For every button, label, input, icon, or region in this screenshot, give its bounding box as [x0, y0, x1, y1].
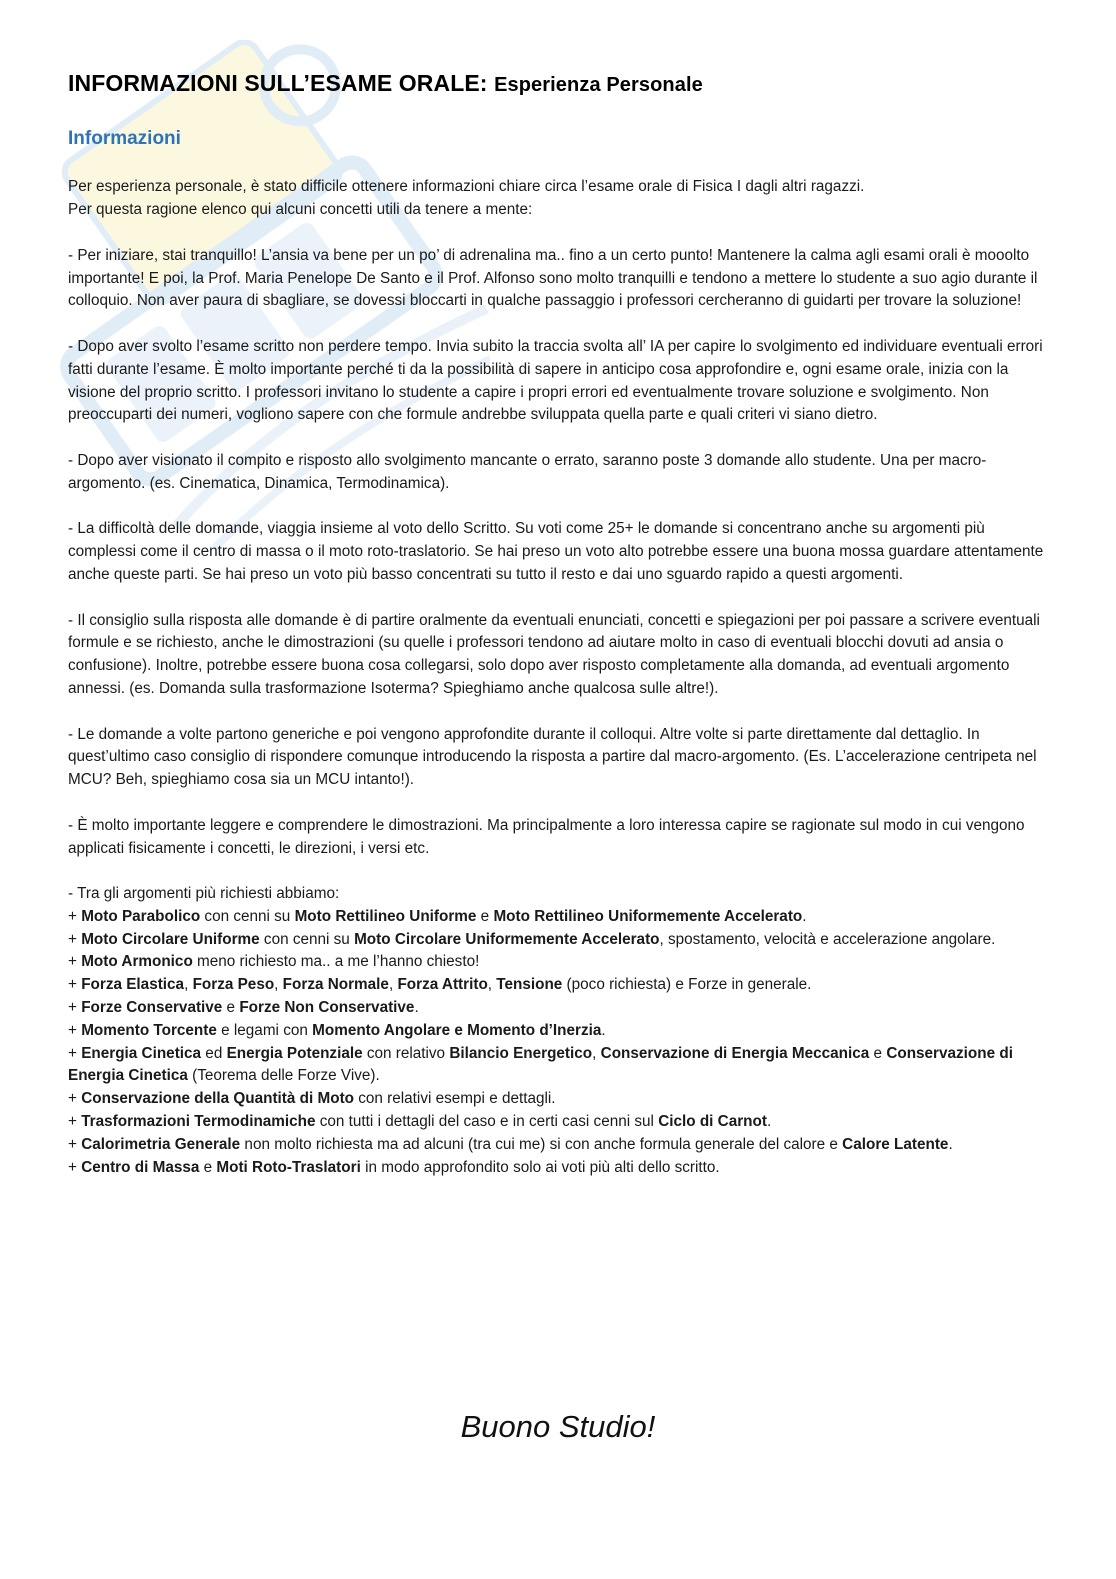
topic-term: Moto Rettilineo Uniformemente Accelerato: [493, 907, 803, 925]
topic-term: Momento Torcente: [81, 1021, 217, 1039]
topic-text: ed: [201, 1044, 227, 1062]
topic-text: meno richiesto ma.. a me l’hanno chiesto!: [192, 953, 480, 971]
topic-text: con cenni su: [200, 907, 295, 925]
paragraph: - Per iniziare, stai tranquillo! L’ansia va bene per un po’ di adrenalina ma.. fino a un certo punto! Mantenere la calma agli esami orali è mooolto importante! E poi, la Prof. Maria Penelope De Santo e il Prof. Alfonso sono molto tranquilli e tendono a mettere lo studente a suo agio durante il colloquio. Non aver paura di sbagliare, se dovessi bloccarti in qualche passaggio i professori cercheranno di guidarti per trovare la soluzione!: [68, 246, 1038, 310]
paragraph: - Le domande a volte partono generiche e poi vengono approfondite durante il colloqui. Altre volte si parte direttamente dal dettaglio. In quest’ultimo caso consiglio di rispondere comunque introducendo la risposta a partire dal macro-argomento. (Es. L’accelerazione centripeta nel MCU? Beh, spieghiamo cosa sia un MCU intanto!).: [68, 725, 1037, 789]
topic-text: +: [68, 976, 82, 994]
topic-term: Forza Normale: [282, 976, 389, 994]
topic-term: Calorimetria Generale: [81, 1135, 241, 1153]
topic-text: (poco richiesta) e Forze in generale.: [562, 976, 812, 994]
topic-text: e: [869, 1044, 887, 1062]
topic-text: +: [68, 907, 82, 925]
topic-item: [68, 1020, 1050, 1043]
topic-term: Forze Non Conservative: [239, 999, 415, 1017]
topic-item: [68, 1111, 1050, 1134]
topic-item: [68, 974, 1050, 997]
topic-item: [68, 1157, 1050, 1180]
topic-term: Forza Peso: [192, 976, 275, 994]
topic-item: [68, 1134, 1050, 1157]
title-main: INFORMAZIONI SULL’ESAME ORALE:: [68, 70, 488, 96]
topic-text: con cenni su: [259, 930, 355, 948]
topic-text: e legami con: [216, 1021, 313, 1039]
topic-text: .: [766, 1113, 772, 1131]
topic-term: Bilancio Energetico: [449, 1044, 593, 1062]
topic-text: +: [68, 999, 82, 1017]
topic-term: Energia Cinetica: [81, 1044, 202, 1062]
topic-term: Centro di Massa: [81, 1158, 200, 1176]
paragraph: - Dopo aver visionato il compito e risposto allo svolgimento mancante o errato, saranno poste 3 domande allo studente. Una per macro-argomento. (es. Cinematica, Dinamica, Termodinamica).: [68, 451, 987, 492]
topic-text: +: [68, 1113, 82, 1131]
topic-text: (Teorema delle Forze Vive).: [187, 1067, 380, 1085]
topic-term: Energia Potenziale: [226, 1044, 363, 1062]
topic-term: Conservazione di Energia Meccanica: [600, 1044, 870, 1062]
topic-term: Conservazione di Energia Cinetica: [68, 1044, 1013, 1085]
topic-term: Calore Latente: [842, 1135, 949, 1153]
topic-text: +: [68, 1135, 82, 1153]
topic-text: con relativo: [362, 1044, 450, 1062]
topic-item: [68, 929, 1050, 952]
topic-item: [68, 951, 1050, 974]
topic-item: [68, 906, 1050, 929]
topic-text: e: [199, 1158, 217, 1176]
topics-intro: - Tra gli argomenti più richiesti abbiamo:: [68, 885, 340, 903]
topic-text: +: [68, 1021, 82, 1039]
topic-text: ,: [184, 976, 193, 994]
topic-item: [68, 1043, 1050, 1089]
topic-text: e: [222, 999, 240, 1017]
title-subtitle: Esperienza Personale: [494, 74, 703, 96]
topic-text: con relativi esempi e dettagli.: [354, 1090, 556, 1108]
document: [68, 70, 1050, 1179]
topic-term: Forze Conservative: [81, 999, 223, 1017]
document-body: [68, 176, 1050, 1179]
topic-term: Momento Angolare e Momento d’Inerzia: [312, 1021, 602, 1039]
topic-text: +: [68, 953, 82, 971]
topic-text: .: [948, 1135, 953, 1153]
topic-text: ,: [592, 1044, 601, 1062]
paragraph: - La difficoltà delle domande, viaggia insieme al voto dello Scritto. Su voti come 25+ le domande si concentrano anche su argomenti più complessi come il centro di massa o il moto roto-traslatorio. Se hai preso un voto alto potrebbe essere una buona mossa guardare attentamente anche queste parti. Se hai preso un voto più basso concentrati su tutto il resto e dai uno sguardo rapido a questi argomenti.: [68, 520, 1044, 583]
paragraph: - È molto importante leggere e comprendere le dimostrazioni. Ma principalmente a loro interessa capire se ragionate sul modo in cui vengono applicati fisicamente i concetti, le direzioni, i versi etc.: [68, 816, 1025, 857]
topic-term: Trasformazioni Termodinamiche: [81, 1113, 316, 1131]
topic-text: .: [802, 907, 807, 925]
topic-term: Conservazione della Quantità di Moto: [81, 1090, 355, 1108]
topic-term: Moti Roto-Traslatori: [216, 1158, 361, 1176]
topic-text: con tutti i dettagli del caso e in certi casi cenni sul: [315, 1113, 659, 1131]
intro-line-2: Per questa ragione elenco qui alcuni concetti utili da tenere a mente:: [68, 201, 533, 219]
topic-text: .: [601, 1021, 606, 1039]
topic-text: ,: [274, 976, 283, 994]
topic-text: +: [68, 1158, 82, 1176]
paragraph: - Il consiglio sulla risposta alle domande è di partire oralmente da eventuali enunciati, concetti e spiegazioni per poi passare a scrivere eventuali formule e se richiesto, anche le dimostrazioni (su quelle i professori tendono ad aiutare molto in caso di eventuali blocchi dovuti ad ansia o confusione). Inoltre, potrebbe essere buona cosa collegarsi, solo dopo aver risposto completamente alla domanda, ad eventuali argomento annessi. (es. Domanda sulla trasformazione Isoterma? Spieghiamo anche qualcosa sulle altre!).: [68, 611, 1040, 697]
topic-text: , spostamento, velocità e accelerazione angolare.: [659, 930, 996, 948]
topic-item: [68, 997, 1050, 1020]
topic-text: ,: [487, 976, 497, 994]
topic-text: e: [476, 907, 494, 925]
section-heading: Informazioni: [68, 127, 181, 149]
topic-text: .: [414, 999, 419, 1017]
topic-text: +: [68, 1090, 82, 1108]
topic-text: +: [68, 1044, 82, 1062]
closing-text: Buono Studio!: [460, 1409, 656, 1444]
topic-text: ,: [388, 976, 398, 994]
topic-term: Forza Elastica: [81, 976, 185, 994]
topic-text: in modo approfondito solo ai voti più alti dello scritto.: [360, 1158, 720, 1176]
topic-term: Moto Circolare Uniforme: [81, 930, 260, 948]
topic-term: Forza Attrito: [397, 976, 488, 994]
topic-term: Ciclo di Carnot: [658, 1113, 767, 1131]
topic-item: [68, 1088, 1050, 1111]
topic-term: Moto Armonico: [81, 953, 193, 971]
topic-term: Moto Rettilineo Uniforme: [294, 907, 477, 925]
intro-line-1: Per esperienza personale, è stato difficile ottenere informazioni chiare circa l’esame orale di Fisica I dagli altri ragazzi.: [68, 178, 865, 196]
document-title: [68, 70, 1050, 98]
topic-text: non molto richiesta ma ad alcuni (tra cui me) si con anche formula generale del calore e: [240, 1135, 843, 1153]
topic-text: +: [68, 930, 82, 948]
topic-term: Moto Parabolico: [81, 907, 201, 925]
topic-term: Tensione: [496, 976, 563, 994]
topic-list: [68, 906, 1050, 1180]
topic-term: Moto Circolare Uniformemente Accelerato: [354, 930, 660, 948]
paragraph: - Dopo aver svolto l’esame scritto non perdere tempo. Invia subito la traccia svolta all’ IA per capire lo svolgimento ed individuare eventuali errori fatti durante l’esame. È molto importante perché ti da la possibilità di sapere in anticipo cosa approfondire e, ogni esame orale, inizia con la visione del proprio scritto. I professori invitano lo studente a capire i propri errori ed eventualmente trovare soluzione e svolgimento. Non preoccuparti dei numeri, vogliono sapere con che formule andrebbe sviluppata quella parte e quali criteri vi siano dietro.: [68, 337, 1043, 424]
